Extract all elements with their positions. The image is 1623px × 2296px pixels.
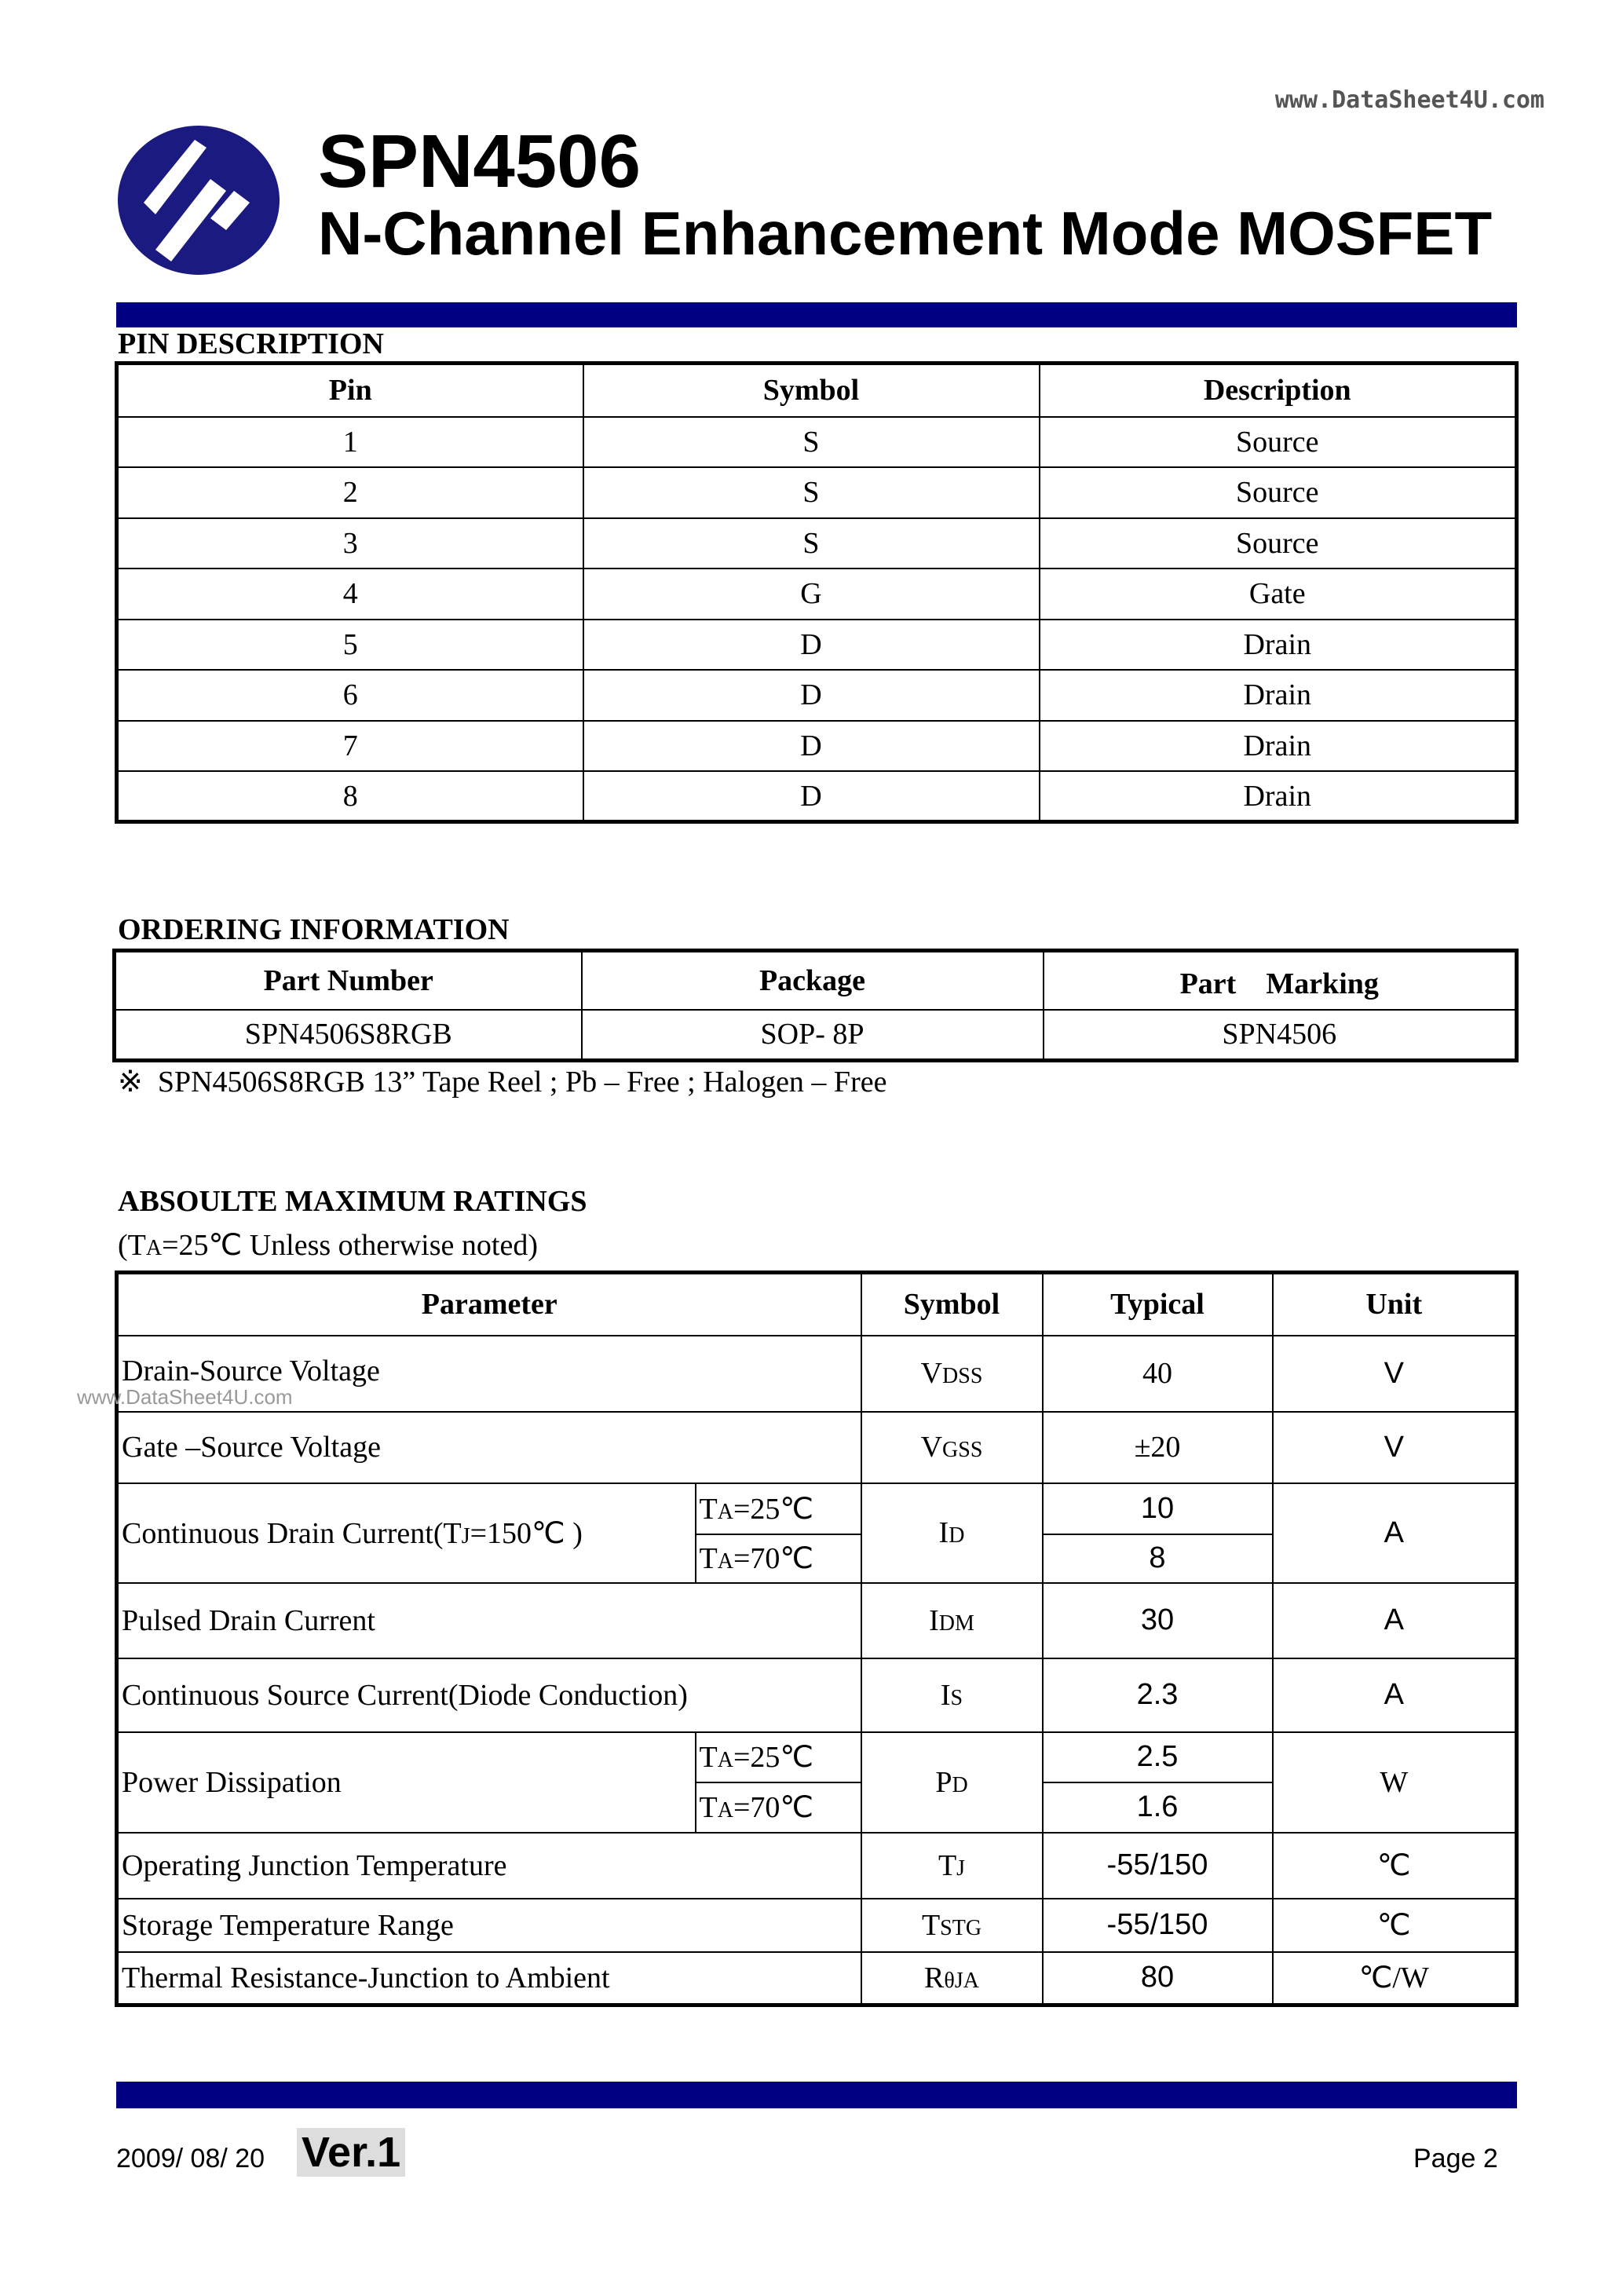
cell: Source	[1040, 467, 1517, 518]
footer-divider	[116, 2082, 1517, 2108]
footer-date: 2009/ 08/ 20	[116, 2144, 265, 2174]
table-row	[117, 569, 1517, 620]
table-row: Gate –Source Voltage VGSS ±20 V	[117, 1412, 1517, 1483]
watermark: www.DataSheet4U.com	[1274, 86, 1544, 114]
device-subtitle: N-Channel Enhancement Mode MOSFET	[318, 199, 1493, 268]
cell: 8	[117, 771, 583, 822]
note-text: SPN4506S8RGB 13” Tape Reel ; Pb – Free ; Halogen – Free	[157, 1066, 887, 1099]
table-row	[117, 518, 1517, 569]
cell: 6	[117, 670, 583, 721]
cell: Gate	[1040, 569, 1517, 620]
company-logo	[116, 124, 281, 277]
col-header: Parameter	[117, 1273, 861, 1336]
table-row: Storage Temperature Range TSTG -55/150 ℃	[117, 1899, 1517, 1952]
cell: Source	[1040, 417, 1517, 468]
cell: Drain	[1040, 620, 1517, 671]
col-header: Pin	[117, 364, 583, 417]
amr-condition: (TA=25℃ Unless otherwise noted)	[118, 1229, 538, 1262]
table-row	[117, 670, 1517, 721]
cell: 3	[117, 518, 583, 569]
cell: SPN4506	[1044, 1010, 1517, 1061]
cell: S	[583, 467, 1040, 518]
table-row: Continuous Drain Current(TJ=150℃ ) TA=25℃ ID 10 A	[117, 1483, 1517, 1534]
table-row	[117, 467, 1517, 518]
cell: 4	[117, 569, 583, 620]
table-row: Drain-Source Voltage VDSS 40 V	[117, 1336, 1517, 1412]
ordering-heading: ORDERING INFORMATION	[118, 913, 510, 946]
cell: 5	[117, 620, 583, 671]
col-header: Typical	[1043, 1273, 1273, 1336]
watermark-small: www.DataSheet4U.com	[77, 1385, 293, 1409]
cell: S	[583, 518, 1040, 569]
ordering-note	[118, 1066, 886, 1099]
col-header: Symbol	[861, 1273, 1043, 1336]
col-header: Unit	[1273, 1273, 1517, 1336]
note-mark-icon: ※	[118, 1066, 143, 1099]
pin-table	[115, 361, 1519, 824]
pin-description-heading: PIN DESCRIPTION	[118, 327, 384, 360]
cell: D	[583, 670, 1040, 721]
col-header: Symbol	[583, 364, 1040, 417]
cell: Drain	[1040, 721, 1517, 772]
cell: G	[583, 569, 1040, 620]
cell: D	[583, 721, 1040, 772]
table-row: Thermal Resistance-Junction to Ambient RθJA 80 ℃/W	[117, 1952, 1517, 2005]
cell: S	[583, 417, 1040, 468]
col-header: Part Number	[115, 951, 582, 1010]
cell: 7	[117, 721, 583, 772]
col-header: Description	[1040, 364, 1517, 417]
version-badge: Ver.1	[297, 2128, 405, 2177]
table-row	[117, 620, 1517, 671]
cell: SPN4506S8RGB	[115, 1010, 582, 1061]
table-row: Power Dissipation TA=25℃ PD 2.5 W	[117, 1732, 1517, 1782]
col-header: Package	[582, 951, 1044, 1010]
cell: 2	[117, 467, 583, 518]
amr-table: Parameter Symbol Typical Unit Drain-Source Voltage VDSS 40 V Gate –Source Voltage VGSS ±20 V Continuous Drain Current(TJ=150℃ ) TA=25℃ ID 10 A TA=70℃ 8 Pulsed Drain Current IDM 30 A Continuous Source Current(Diode Conduction) IS 2.3 A Power Dissipation TA=25℃ PD 2.5 W TA=70℃ 1.6 Operating Junction Temperature TJ -55/150 ℃ Storage Temperature Range TSTG -55/150 ℃ Thermal Resistance-Junction to Ambient RθJA 80 ℃/W	[115, 1270, 1519, 2007]
cell: D	[583, 620, 1040, 671]
table-row	[117, 721, 1517, 772]
cell: SOP- 8P	[582, 1010, 1044, 1061]
table-row	[117, 417, 1517, 468]
table-row	[117, 771, 1517, 822]
cell: Drain	[1040, 670, 1517, 721]
header-divider	[116, 302, 1517, 327]
col-header: Part Marking	[1044, 951, 1517, 1010]
cell: 1	[117, 417, 583, 468]
cell: D	[583, 771, 1040, 822]
cell: Source	[1040, 518, 1517, 569]
page-number: Page 2	[1413, 2144, 1498, 2174]
ordering-table	[112, 949, 1519, 1062]
table-row: Operating Junction Temperature TJ -55/150 ℃	[117, 1833, 1517, 1899]
table-row: Continuous Source Current(Diode Conduction) IS 2.3 A	[117, 1658, 1517, 1732]
part-number-title: SPN4506	[318, 119, 641, 203]
table-row: Pulsed Drain Current IDM 30 A	[117, 1583, 1517, 1658]
amr-heading: ABSOULTE MAXIMUM RATINGS	[118, 1185, 587, 1218]
cell: Drain	[1040, 771, 1517, 822]
